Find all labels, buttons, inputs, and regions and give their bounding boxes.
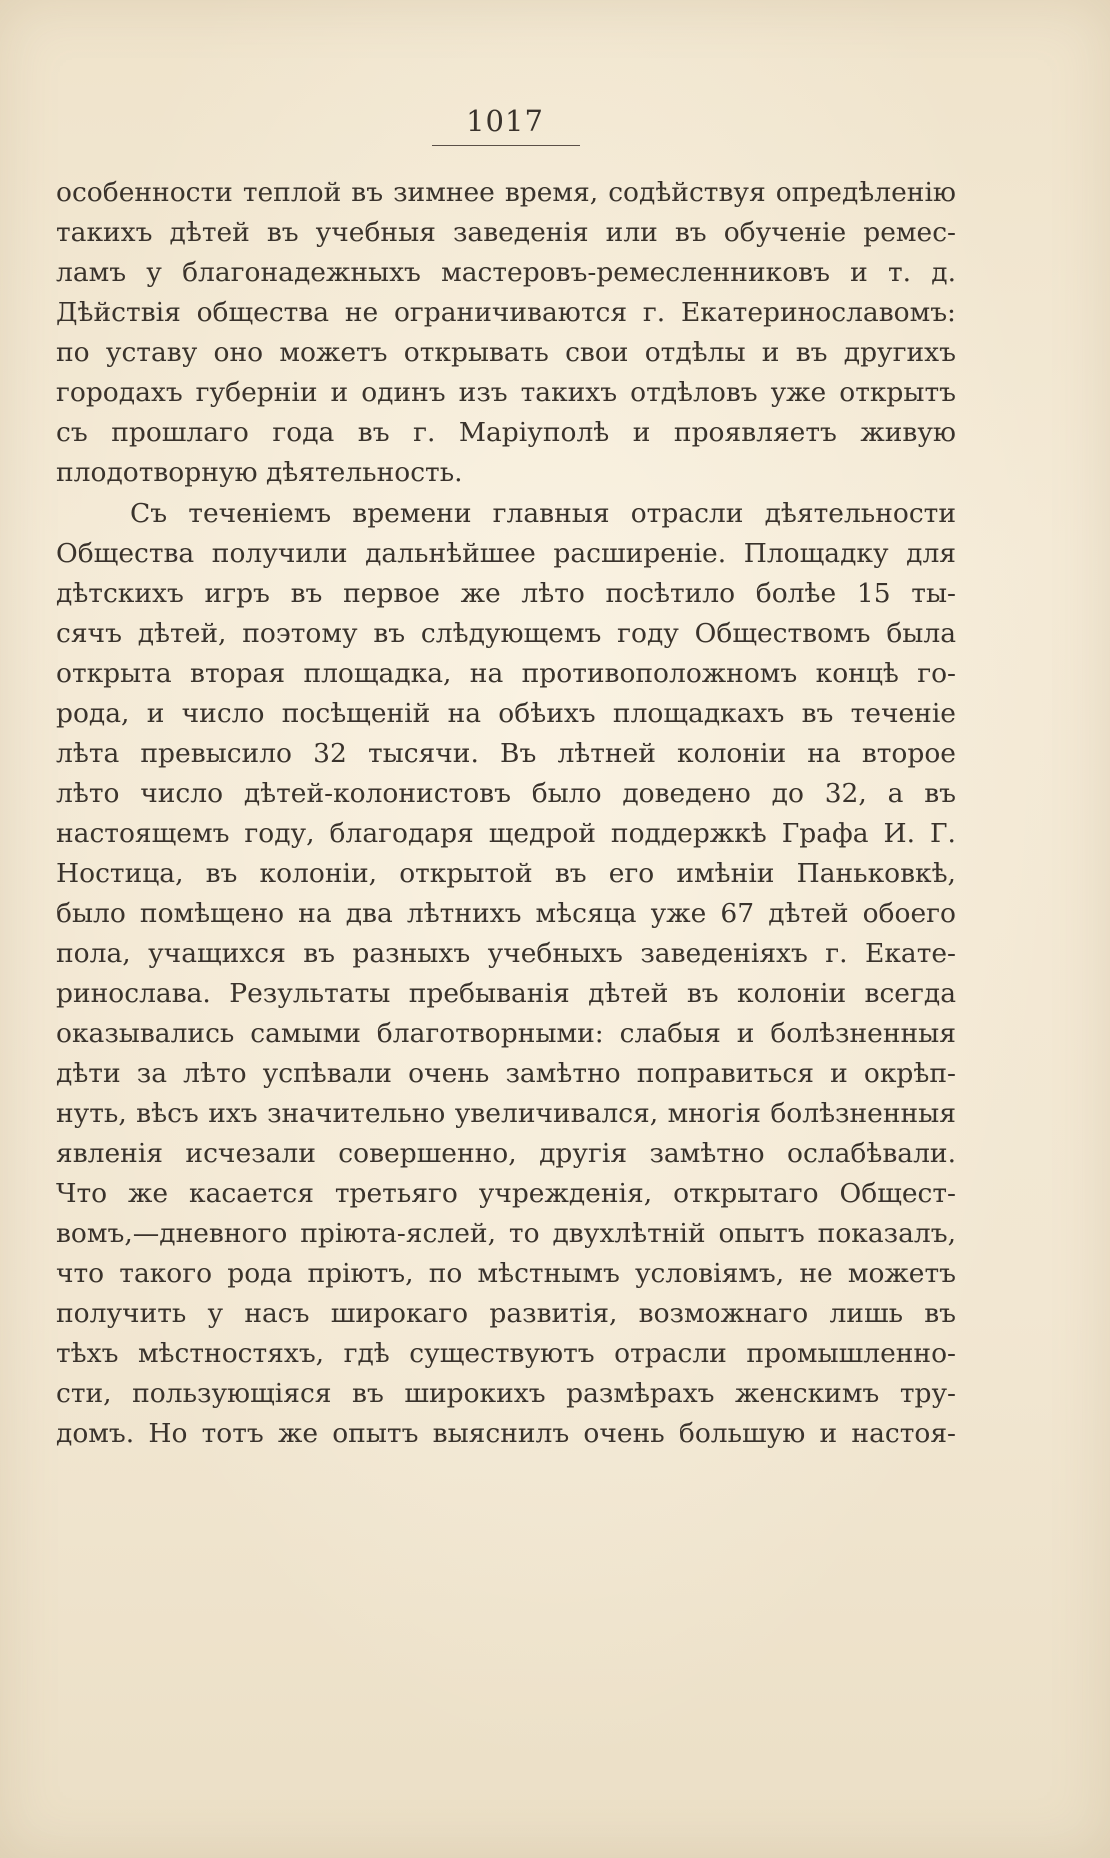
page-number: 1017 <box>466 104 544 138</box>
text-line: рода, и число посѣщеній на обѣихъ площадкахъ въ теченіе <box>56 698 956 729</box>
text-line: городахъ губерніи и одинъ изъ такихъ отдѣловъ уже открытъ <box>56 377 956 408</box>
text-line: Ностица, въ колоніи, открытой въ его имѣніи Паньковкѣ, <box>56 858 956 889</box>
text-line: пола, учащихся въ разныхъ учебныхъ заведеніяхъ г. Екате- <box>56 938 956 969</box>
text-line: оказывались самыми благотворными: слабыя и болѣзненныя <box>56 1018 956 1049</box>
text-line: Съ теченіемъ времени главныя отрасли дѣятельности <box>130 498 956 529</box>
text-line: Общества получили дальнѣйшее расширеніе. Площадку для <box>56 538 956 569</box>
text-line: Что же касается третьяго учрежденія, открытаго Общест- <box>56 1178 956 1209</box>
text-line <box>56 1454 956 1494</box>
text-line: Дѣйствія общества не ограничиваются г. Екатеринославомъ: <box>56 297 956 328</box>
text-line: сти, пользующіяся въ широкихъ размѣрахъ женскимъ тру- <box>56 1378 956 1409</box>
paragraph-1 <box>56 173 956 493</box>
text-line: плодотворную дѣятельность. <box>56 457 463 488</box>
text-line: настоящемъ году, благодаря щедрой поддержкѣ Графа И. Г. <box>56 818 956 849</box>
text-line: такихъ дѣтей въ учебныя заведенія или въ обученіе ремес- <box>56 217 956 248</box>
text-line: по уставу оно можетъ открывать свои отдѣлы и въ другихъ <box>56 337 956 368</box>
text-line: открыта вторая площадка, на противоположномъ концѣ го- <box>56 658 956 689</box>
paragraph-2 <box>56 494 956 1494</box>
text-line: ламъ у благонадежныхъ мастеровъ-ремесленниковъ и т. д. <box>56 257 956 288</box>
text-line: лѣто число дѣтей-колонистовъ было доведено до 32, а въ <box>56 778 956 809</box>
text-line: особенности теплой въ зимнее время, содѣйствуя опредѣленію <box>56 177 956 208</box>
text-line: домъ. Но тотъ же опытъ выяснилъ очень большую и настоя- <box>56 1418 956 1449</box>
text-line: было помѣщено на два лѣтнихъ мѣсяца уже 67 дѣтей обоего <box>56 898 956 929</box>
page-number-rule <box>432 145 580 146</box>
text-line: лѣта превысило 32 тысячи. Въ лѣтней колоніи на второе <box>56 738 956 769</box>
text-line: сячъ дѣтей, поэтому въ слѣдующемъ году Обществомъ была <box>56 618 956 649</box>
text-line: ринослава. Результаты пребыванія дѣтей въ колоніи всегда <box>56 978 956 1009</box>
text-line: съ прошлаго года въ г. Маріуполѣ и проявляетъ живую <box>56 417 956 448</box>
text-line: явленія исчезали совершенно, другія замѣтно ослабѣвали. <box>56 1138 956 1169</box>
text-line: получить у насъ широкаго развитія, возможнаго лишь въ <box>56 1298 956 1329</box>
text-line: тѣхъ мѣстностяхъ, гдѣ существуютъ отрасли промышленно- <box>56 1338 956 1369</box>
text-line: дѣтскихъ игръ въ первое же лѣто посѣтило болѣе 15 ты- <box>56 578 956 609</box>
text-line: нуть, вѣсъ ихъ значительно увеличивался, многія болѣзненныя <box>56 1098 956 1129</box>
body-text <box>56 173 956 1494</box>
text-line: что такого рода пріютъ, по мѣстнымъ условіямъ, не можетъ <box>56 1258 956 1289</box>
text-line: дѣти за лѣто успѣвали очень замѣтно поправиться и окрѣп- <box>56 1058 956 1089</box>
text-line: вомъ,—дневного пріюта-яслей, то двухлѣтній опытъ показалъ, <box>56 1218 956 1249</box>
